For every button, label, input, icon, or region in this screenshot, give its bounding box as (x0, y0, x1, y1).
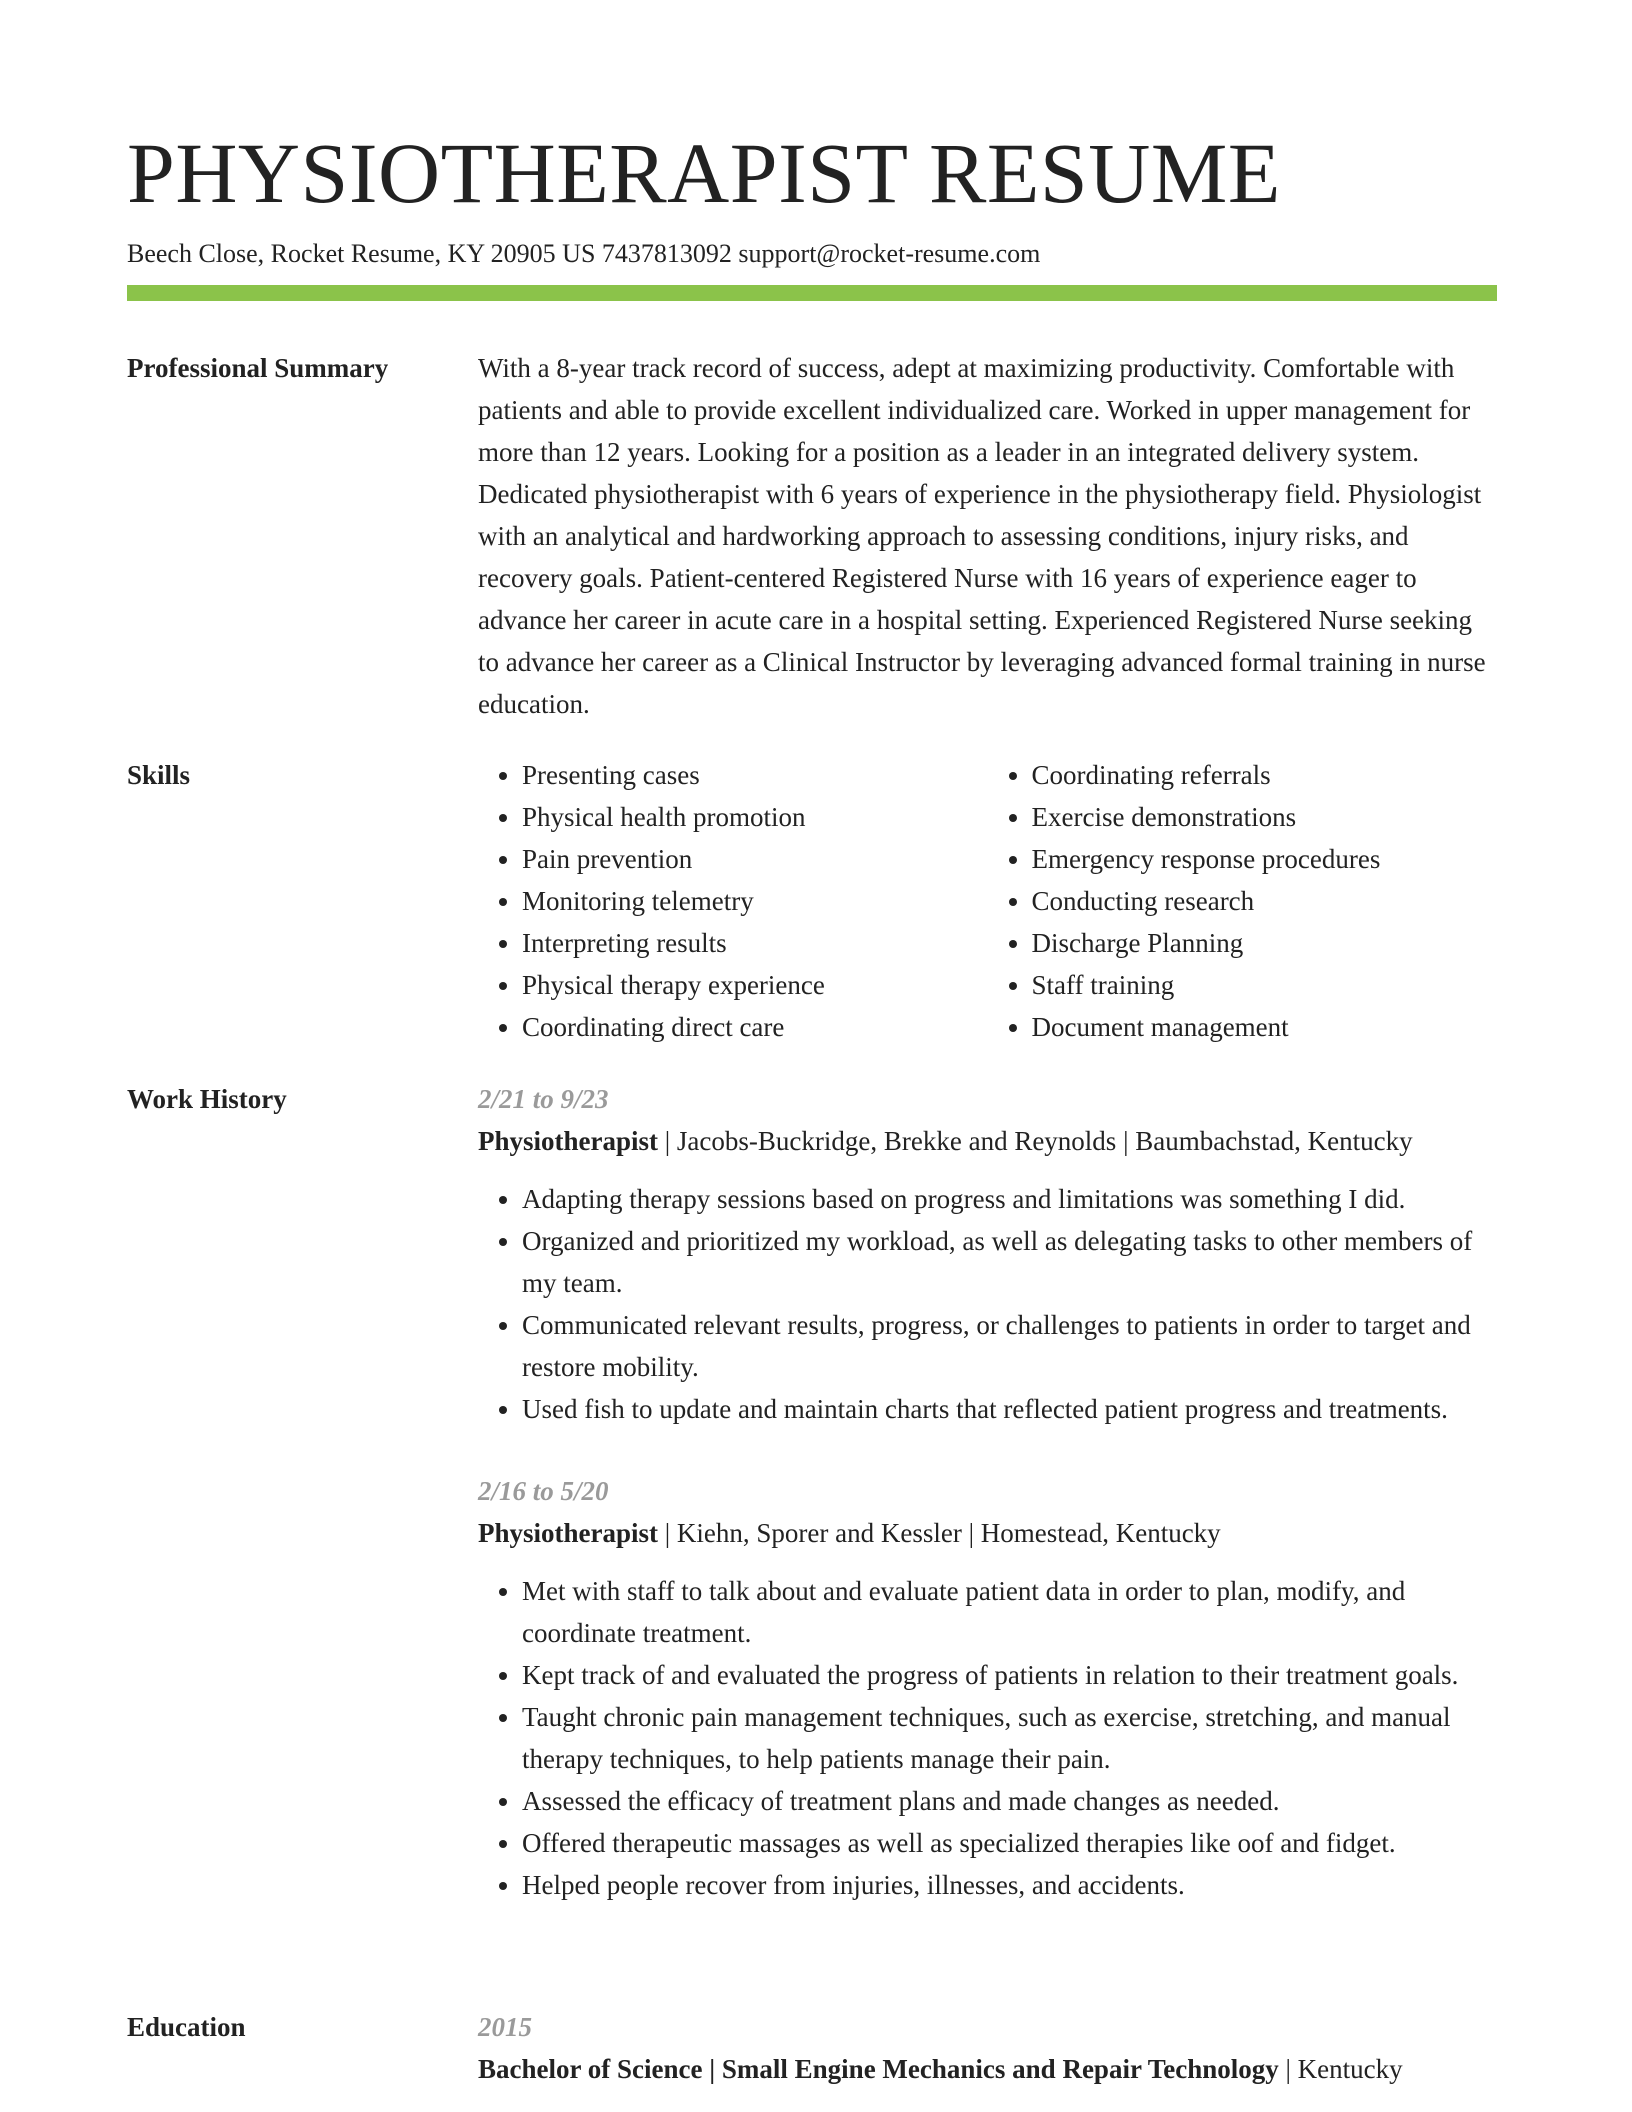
job-bullet: • Met with staff to talk about and evaluate patient data in order to plan, modify, and coordinate treatment. (522, 1570, 1497, 1654)
skill-item: • Interpreting results (522, 922, 988, 964)
job-bullet: • Offered therapeutic massages as well as specialized therapies like oof and fidget. (522, 1822, 1497, 1864)
job-bullets (478, 1570, 1497, 1906)
skill-item: • Conducting research (1032, 880, 1498, 922)
education-degree: Bachelor of Science | Small Engine Mechanics and Repair Technology (478, 2054, 1279, 2084)
skill-item: • Pain prevention (522, 838, 988, 880)
skill-item: • Physical therapy experience (522, 964, 988, 1006)
skills-list-right (988, 754, 1498, 1048)
skill-item: • Coordinating referrals (1032, 754, 1498, 796)
job-bullet: • Used fish to update and maintain charts that reflected patient progress and treatments. (522, 1388, 1497, 1430)
job-bullet: • Communicated relevant results, progress, or challenges to patients in order to target and restore mobility. (522, 1304, 1497, 1388)
job-date: 2/21 to 9/23 (478, 1084, 609, 1114)
skill-item: • Monitoring telemetry (522, 880, 988, 922)
job-line (478, 1512, 1497, 1554)
job-bullet: • Kept track of and evaluated the progress of patients in relation to their treatment goals. (522, 1654, 1497, 1696)
job-details: | Kiehn, Sporer and Kessler | Homestead, Kentucky (658, 1518, 1221, 1548)
skill-item: • Exercise demonstrations (1032, 796, 1498, 838)
skill-item: • Presenting cases (522, 754, 988, 796)
skills-label: Skills (127, 760, 191, 790)
education-label: Education (127, 2012, 246, 2042)
skill-item: • Emergency response procedures (1032, 838, 1498, 880)
job-bullet: • Helped people recover from injuries, illnesses, and accidents. (522, 1864, 1497, 1906)
job-line (478, 1120, 1497, 1162)
resume-header (127, 118, 1497, 272)
work-history-label: Work History (127, 1084, 287, 1114)
education-school: | Kentucky (1278, 2054, 1403, 2084)
job-entry (478, 1078, 1497, 1430)
job-bullet: • Taught chronic pain management techniques, such as exercise, stretching, and manual therapy techniques, to help patients manage their pain. (522, 1696, 1497, 1780)
education-line (478, 2048, 1497, 2090)
summary-label: Professional Summary (127, 353, 389, 383)
education-date: 2015 (478, 2012, 532, 2042)
accent-divider (127, 285, 1497, 301)
job-bullets (478, 1178, 1497, 1430)
job-bullet: • Assessed the efficacy of treatment plans and made changes as needed. (522, 1780, 1497, 1822)
job-bullet: • Adapting therapy sessions based on progress and limitations was something I did. (522, 1178, 1497, 1220)
skill-item: • Coordinating direct care (522, 1006, 988, 1048)
job-date: 2/16 to 5/20 (478, 1476, 609, 1506)
skill-item: • Discharge Planning (1032, 922, 1498, 964)
job-bullet: • Organized and prioritized my workload, as well as delegating tasks to other members of my team. (522, 1220, 1497, 1304)
skill-item: • Staff training (1032, 964, 1498, 1006)
skill-item: • Document management (1032, 1006, 1498, 1048)
summary-text: With a 8-year track record of success, adept at maximizing productivity. Comfortable with patients and able to provide excellent individualized care. Worked in upper management for more than 12 years. Looking for a position as a leader in an integrated delivery system. Dedicated physiotherapist with 6 years of experience in the physiotherapy field. Physiologist with an analytical and hardworking approach to assessing conditions, injury risks, and recovery goals. Patient-centered Registered Nurse with 16 years of experience eager to advance her career in acute care in a hospital setting. Experienced Registered Nurse seeking to advance her career as a Clinical Instructor by leveraging advanced formal training in nurse education. (478, 353, 1486, 719)
skills-list-left (478, 754, 988, 1048)
job-title: Physiotherapist (478, 1126, 659, 1156)
contact-line: Beech Close, Rocket Resume, KY 20905 US 7437813092 support@rocket-resume.com (127, 239, 1041, 268)
job-title: Physiotherapist (478, 1518, 659, 1548)
skill-item: • Physical health promotion (522, 796, 988, 838)
resume-title: PHYSIOTHERAPIST RESUME (127, 125, 1281, 221)
job-details: | Jacobs-Buckridge, Brekke and Reynolds | Baumbachstad, Kentucky (658, 1126, 1413, 1156)
job-entry (478, 1470, 1497, 1906)
